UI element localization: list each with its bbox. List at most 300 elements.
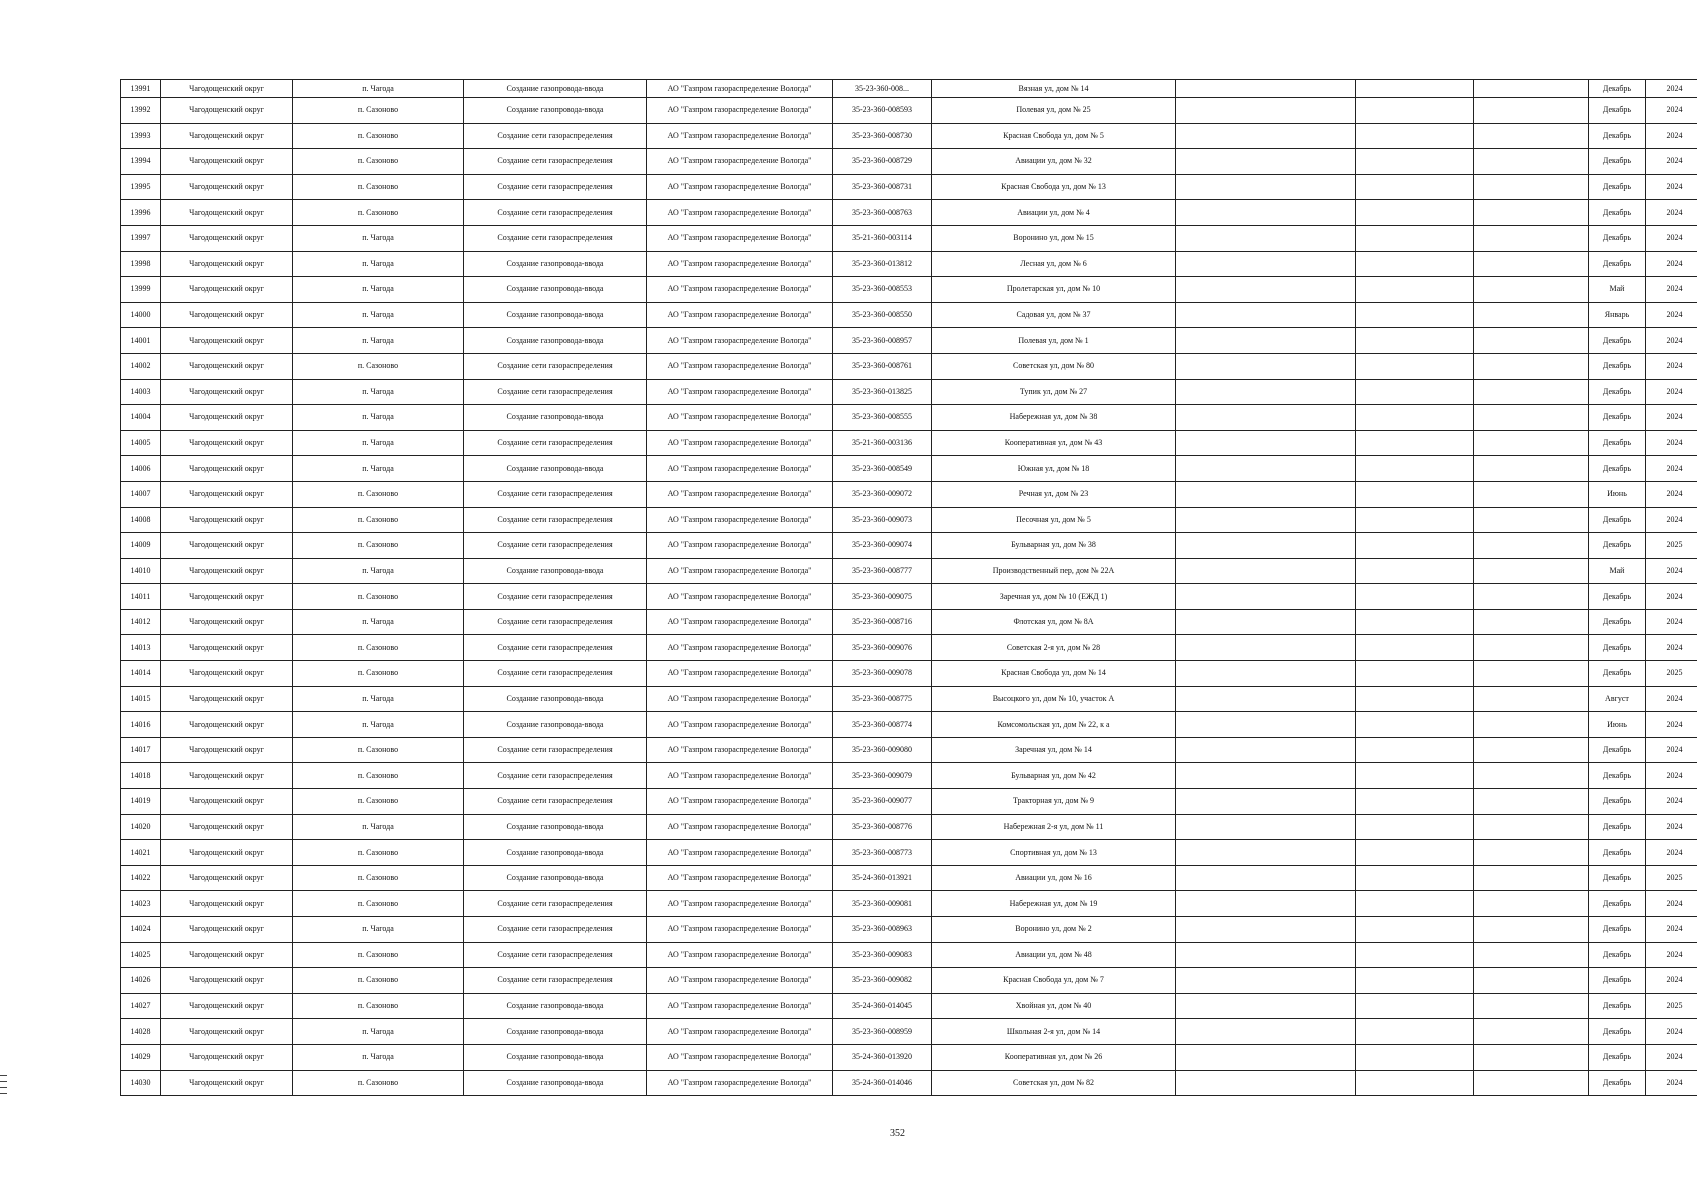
- empty-cell: [1474, 481, 1589, 507]
- month-cell: Июнь: [1589, 712, 1646, 738]
- cadastral-number-cell: 35-24-360-014046: [833, 1070, 932, 1096]
- settlement-cell: п. Чагода: [293, 712, 464, 738]
- table-row: [121, 1019, 1697, 1045]
- empty-cell: [1356, 507, 1474, 533]
- district-cell: Чагодощенский округ: [161, 1044, 293, 1070]
- empty-cell: [1356, 98, 1474, 124]
- empty-cell: [1176, 405, 1356, 431]
- register-table-body: [121, 80, 1697, 1096]
- row-number: 14022: [121, 865, 161, 891]
- table-row: [121, 328, 1697, 354]
- year-cell: 2024: [1646, 840, 1697, 866]
- cadastral-number-cell: 35-23-360-008763: [833, 200, 932, 226]
- settlement-cell: п. Чагода: [293, 609, 464, 635]
- year-cell: 2024: [1646, 200, 1697, 226]
- month-cell: Декабрь: [1589, 661, 1646, 687]
- month-cell: Декабрь: [1589, 456, 1646, 482]
- month-cell: Декабрь: [1589, 1019, 1646, 1045]
- organization-cell: АО "Газпром газораспределение Вологда": [647, 225, 833, 251]
- month-cell: Декабрь: [1589, 584, 1646, 610]
- work-type-cell: Создание газопровода-ввода: [464, 405, 647, 431]
- settlement-cell: п. Сазоново: [293, 737, 464, 763]
- table-row: [121, 737, 1697, 763]
- empty-cell: [1474, 661, 1589, 687]
- work-type-cell: Создание газопровода-ввода: [464, 993, 647, 1019]
- empty-cell: [1176, 968, 1356, 994]
- district-cell: Чагодощенский округ: [161, 865, 293, 891]
- table-row: [121, 609, 1697, 635]
- address-cell: Красная Свобода ул, дом № 7: [932, 968, 1176, 994]
- cadastral-number-cell: 35-23-360-009078: [833, 661, 932, 687]
- organization-cell: АО "Газпром газораспределение Вологда": [647, 942, 833, 968]
- empty-cell: [1176, 174, 1356, 200]
- empty-cell: [1176, 277, 1356, 303]
- year-cell: 2025: [1646, 661, 1697, 687]
- year-cell: 2024: [1646, 251, 1697, 277]
- settlement-cell: п. Чагода: [293, 379, 464, 405]
- work-type-cell: Создание сети газораспределения: [464, 661, 647, 687]
- table-row: [121, 353, 1697, 379]
- year-cell: 2024: [1646, 302, 1697, 328]
- cadastral-number-cell: 35-24-360-013921: [833, 865, 932, 891]
- empty-cell: [1474, 942, 1589, 968]
- district-cell: Чагодощенский округ: [161, 763, 293, 789]
- organization-cell: АО "Газпром газораспределение Вологда": [647, 917, 833, 943]
- empty-cell: [1474, 968, 1589, 994]
- empty-cell: [1474, 814, 1589, 840]
- organization-cell: АО "Газпром газораспределение Вологда": [647, 737, 833, 763]
- organization-cell: АО "Газпром газораспределение Вологда": [647, 149, 833, 175]
- table-row: [121, 174, 1697, 200]
- empty-cell: [1176, 379, 1356, 405]
- row-number: 14021: [121, 840, 161, 866]
- address-cell: Высоцкого ул, дом № 10, участок А: [932, 686, 1176, 712]
- empty-cell: [1474, 1070, 1589, 1096]
- work-type-cell: Создание сети газораспределения: [464, 174, 647, 200]
- organization-cell: АО "Газпром газораспределение Вологда": [647, 80, 833, 98]
- year-cell: 2024: [1646, 379, 1697, 405]
- cadastral-number-cell: 35-23-360-008773: [833, 840, 932, 866]
- table-row: [121, 584, 1697, 610]
- empty-cell: [1176, 507, 1356, 533]
- year-cell: 2024: [1646, 456, 1697, 482]
- work-type-cell: Создание газопровода-ввода: [464, 712, 647, 738]
- row-number: 14012: [121, 609, 161, 635]
- empty-cell: [1356, 840, 1474, 866]
- cadastral-number-cell: 35-21-360-003114: [833, 225, 932, 251]
- month-cell: Январь: [1589, 302, 1646, 328]
- month-cell: Июнь: [1589, 481, 1646, 507]
- work-type-cell: Создание газопровода-ввода: [464, 840, 647, 866]
- year-cell: 2024: [1646, 558, 1697, 584]
- empty-cell: [1356, 763, 1474, 789]
- work-type-cell: Создание газопровода-ввода: [464, 558, 647, 584]
- table-row: [121, 942, 1697, 968]
- cadastral-number-cell: 35-23-360-008716: [833, 609, 932, 635]
- empty-cell: [1176, 1044, 1356, 1070]
- cadastral-number-cell: 35-23-360-008963: [833, 917, 932, 943]
- empty-cell: [1474, 430, 1589, 456]
- binding-mark: [0, 1093, 7, 1094]
- empty-cell: [1356, 251, 1474, 277]
- month-cell: Декабрь: [1589, 789, 1646, 815]
- empty-cell: [1356, 302, 1474, 328]
- empty-cell: [1474, 533, 1589, 559]
- organization-cell: АО "Газпром газораспределение Вологда": [647, 174, 833, 200]
- row-number: 14020: [121, 814, 161, 840]
- district-cell: Чагодощенский округ: [161, 507, 293, 533]
- empty-cell: [1474, 456, 1589, 482]
- settlement-cell: п. Сазоново: [293, 865, 464, 891]
- row-number: 14013: [121, 635, 161, 661]
- empty-cell: [1474, 353, 1589, 379]
- work-type-cell: Создание сети газораспределения: [464, 430, 647, 456]
- cadastral-number-cell: 35-23-360-008549: [833, 456, 932, 482]
- year-cell: 2024: [1646, 80, 1697, 98]
- work-type-cell: Создание сети газораспределения: [464, 917, 647, 943]
- district-cell: Чагодощенский округ: [161, 917, 293, 943]
- settlement-cell: п. Чагода: [293, 558, 464, 584]
- table-row: [121, 712, 1697, 738]
- empty-cell: [1176, 661, 1356, 687]
- empty-cell: [1356, 1070, 1474, 1096]
- row-number: 14016: [121, 712, 161, 738]
- address-cell: Воронино ул, дом № 2: [932, 917, 1176, 943]
- empty-cell: [1474, 98, 1589, 124]
- settlement-cell: п. Сазоново: [293, 661, 464, 687]
- empty-cell: [1356, 968, 1474, 994]
- cadastral-number-cell: 35-23-360-009074: [833, 533, 932, 559]
- organization-cell: АО "Газпром газораспределение Вологда": [647, 302, 833, 328]
- settlement-cell: п. Чагода: [293, 430, 464, 456]
- empty-cell: [1176, 353, 1356, 379]
- row-number: 13999: [121, 277, 161, 303]
- empty-cell: [1474, 558, 1589, 584]
- table-row: [121, 302, 1697, 328]
- year-cell: 2024: [1646, 686, 1697, 712]
- district-cell: Чагодощенский округ: [161, 456, 293, 482]
- table-row: [121, 1070, 1697, 1096]
- empty-cell: [1176, 635, 1356, 661]
- address-cell: Полевая ул, дом № 1: [932, 328, 1176, 354]
- table-row: [121, 661, 1697, 687]
- address-cell: Заречная ул, дом № 10 (ЕЖД 1): [932, 584, 1176, 610]
- empty-cell: [1356, 661, 1474, 687]
- empty-cell: [1356, 456, 1474, 482]
- table-row: [121, 149, 1697, 175]
- address-cell: Тупик ул, дом № 27: [932, 379, 1176, 405]
- settlement-cell: п. Чагода: [293, 80, 464, 98]
- empty-cell: [1356, 686, 1474, 712]
- work-type-cell: Создание газопровода-ввода: [464, 865, 647, 891]
- cadastral-number-cell: 35-24-360-014045: [833, 993, 932, 1019]
- empty-cell: [1356, 737, 1474, 763]
- page-number: 352: [890, 1128, 905, 1139]
- organization-cell: АО "Газпром газораспределение Вологда": [647, 507, 833, 533]
- work-type-cell: Создание сети газораспределения: [464, 942, 647, 968]
- empty-cell: [1176, 533, 1356, 559]
- cadastral-number-cell: 35-23-360-009079: [833, 763, 932, 789]
- district-cell: Чагодощенский округ: [161, 1070, 293, 1096]
- empty-cell: [1474, 302, 1589, 328]
- cadastral-number-cell: 35-23-360-009081: [833, 891, 932, 917]
- binding-mark: [0, 1087, 7, 1088]
- organization-cell: АО "Газпром газораспределение Вологда": [647, 789, 833, 815]
- cadastral-number-cell: 35-23-360-009080: [833, 737, 932, 763]
- table-row: [121, 686, 1697, 712]
- cadastral-number-cell: 35-23-360-008730: [833, 123, 932, 149]
- year-cell: 2024: [1646, 174, 1697, 200]
- district-cell: Чагодощенский округ: [161, 149, 293, 175]
- address-cell: Спортивная ул, дом № 13: [932, 840, 1176, 866]
- binding-mark: [0, 1075, 7, 1076]
- month-cell: Декабрь: [1589, 993, 1646, 1019]
- empty-cell: [1474, 379, 1589, 405]
- year-cell: 2024: [1646, 942, 1697, 968]
- year-cell: 2024: [1646, 712, 1697, 738]
- work-type-cell: Создание газопровода-ввода: [464, 1019, 647, 1045]
- empty-cell: [1474, 993, 1589, 1019]
- row-number: 14028: [121, 1019, 161, 1045]
- settlement-cell: п. Сазоново: [293, 840, 464, 866]
- organization-cell: АО "Газпром газораспределение Вологда": [647, 865, 833, 891]
- cadastral-number-cell: 35-23-360-009083: [833, 942, 932, 968]
- month-cell: Май: [1589, 277, 1646, 303]
- empty-cell: [1176, 814, 1356, 840]
- year-cell: 2024: [1646, 98, 1697, 124]
- empty-cell: [1176, 865, 1356, 891]
- row-number: 14006: [121, 456, 161, 482]
- year-cell: 2024: [1646, 405, 1697, 431]
- district-cell: Чагодощенский округ: [161, 789, 293, 815]
- settlement-cell: п. Чагода: [293, 302, 464, 328]
- district-cell: Чагодощенский округ: [161, 430, 293, 456]
- work-type-cell: Создание газопровода-ввода: [464, 814, 647, 840]
- settlement-cell: п. Сазоново: [293, 635, 464, 661]
- empty-cell: [1474, 789, 1589, 815]
- year-cell: 2024: [1646, 277, 1697, 303]
- month-cell: Май: [1589, 558, 1646, 584]
- month-cell: Декабрь: [1589, 225, 1646, 251]
- year-cell: 2024: [1646, 891, 1697, 917]
- month-cell: Декабрь: [1589, 968, 1646, 994]
- work-type-cell: Создание сети газораспределения: [464, 891, 647, 917]
- row-number: 13996: [121, 200, 161, 226]
- address-cell: Набережная ул, дом № 19: [932, 891, 1176, 917]
- work-type-cell: Создание сети газораспределения: [464, 635, 647, 661]
- row-number: 14005: [121, 430, 161, 456]
- district-cell: Чагодощенский округ: [161, 328, 293, 354]
- table-row: [121, 763, 1697, 789]
- empty-cell: [1474, 251, 1589, 277]
- empty-cell: [1176, 302, 1356, 328]
- table-row: [121, 98, 1697, 124]
- row-number: 14008: [121, 507, 161, 533]
- cadastral-number-cell: 35-23-360-008555: [833, 405, 932, 431]
- year-cell: 2024: [1646, 353, 1697, 379]
- address-cell: Воронино ул, дом № 15: [932, 225, 1176, 251]
- organization-cell: АО "Газпром газораспределение Вологда": [647, 840, 833, 866]
- month-cell: Декабрь: [1589, 533, 1646, 559]
- empty-cell: [1356, 865, 1474, 891]
- district-cell: Чагодощенский округ: [161, 302, 293, 328]
- organization-cell: АО "Газпром газораспределение Вологда": [647, 533, 833, 559]
- settlement-cell: п. Чагода: [293, 405, 464, 431]
- table-row: [121, 789, 1697, 815]
- table-row: [121, 635, 1697, 661]
- organization-cell: АО "Газпром газораспределение Вологда": [647, 558, 833, 584]
- empty-cell: [1356, 328, 1474, 354]
- cadastral-number-cell: 35-23-360-008731: [833, 174, 932, 200]
- empty-cell: [1356, 942, 1474, 968]
- district-cell: Чагодощенский округ: [161, 558, 293, 584]
- row-number: 13998: [121, 251, 161, 277]
- organization-cell: АО "Газпром газораспределение Вологда": [647, 635, 833, 661]
- empty-cell: [1176, 200, 1356, 226]
- table-row: [121, 277, 1697, 303]
- empty-cell: [1176, 251, 1356, 277]
- table-row: [121, 840, 1697, 866]
- year-cell: 2024: [1646, 584, 1697, 610]
- organization-cell: АО "Газпром газораспределение Вологда": [647, 993, 833, 1019]
- row-number: 14019: [121, 789, 161, 815]
- row-number: 14030: [121, 1070, 161, 1096]
- cadastral-number-cell: 35-23-360-008550: [833, 302, 932, 328]
- table-row: [121, 123, 1697, 149]
- cadastral-number-cell: 35-24-360-013920: [833, 1044, 932, 1070]
- year-cell: 2024: [1646, 763, 1697, 789]
- address-cell: Авиации ул, дом № 32: [932, 149, 1176, 175]
- table-row: [121, 917, 1697, 943]
- work-type-cell: Создание газопровода-ввода: [464, 80, 647, 98]
- table-row: [121, 891, 1697, 917]
- address-cell: Пролетарская ул, дом № 10: [932, 277, 1176, 303]
- month-cell: Декабрь: [1589, 174, 1646, 200]
- work-type-cell: Создание сети газораспределения: [464, 584, 647, 610]
- cadastral-number-cell: 35-23-360-008776: [833, 814, 932, 840]
- settlement-cell: п. Сазоново: [293, 481, 464, 507]
- empty-cell: [1474, 80, 1589, 98]
- month-cell: Декабрь: [1589, 507, 1646, 533]
- district-cell: Чагодощенский округ: [161, 379, 293, 405]
- work-type-cell: Создание газопровода-ввода: [464, 456, 647, 482]
- empty-cell: [1474, 1044, 1589, 1070]
- district-cell: Чагодощенский округ: [161, 277, 293, 303]
- empty-cell: [1356, 712, 1474, 738]
- empty-cell: [1474, 225, 1589, 251]
- table-row: [121, 405, 1697, 431]
- work-type-cell: Создание сети газораспределения: [464, 225, 647, 251]
- empty-cell: [1356, 993, 1474, 1019]
- settlement-cell: п. Чагода: [293, 456, 464, 482]
- work-type-cell: Создание сети газораспределения: [464, 533, 647, 559]
- address-cell: Производственный пер, дом № 22А: [932, 558, 1176, 584]
- address-cell: Набережная 2-я ул, дом № 11: [932, 814, 1176, 840]
- cadastral-number-cell: 35-23-360-008775: [833, 686, 932, 712]
- district-cell: Чагодощенский округ: [161, 174, 293, 200]
- empty-cell: [1356, 789, 1474, 815]
- empty-cell: [1176, 225, 1356, 251]
- month-cell: Декабрь: [1589, 942, 1646, 968]
- district-cell: Чагодощенский округ: [161, 405, 293, 431]
- empty-cell: [1474, 763, 1589, 789]
- address-cell: Бульварная ул, дом № 42: [932, 763, 1176, 789]
- table-row: [121, 251, 1697, 277]
- organization-cell: АО "Газпром газораспределение Вологда": [647, 405, 833, 431]
- cadastral-number-cell: 35-23-360-008761: [833, 353, 932, 379]
- district-cell: Чагодощенский округ: [161, 481, 293, 507]
- address-cell: Кооперативная ул, дом № 26: [932, 1044, 1176, 1070]
- month-cell: Декабрь: [1589, 149, 1646, 175]
- empty-cell: [1176, 149, 1356, 175]
- month-cell: Декабрь: [1589, 737, 1646, 763]
- address-cell: Лесная ул, дом № 6: [932, 251, 1176, 277]
- row-number: 13995: [121, 174, 161, 200]
- empty-cell: [1474, 865, 1589, 891]
- year-cell: 2024: [1646, 123, 1697, 149]
- work-type-cell: Создание сети газораспределения: [464, 200, 647, 226]
- district-cell: Чагодощенский округ: [161, 840, 293, 866]
- empty-cell: [1474, 174, 1589, 200]
- empty-cell: [1474, 405, 1589, 431]
- settlement-cell: п. Сазоново: [293, 891, 464, 917]
- row-number: 14023: [121, 891, 161, 917]
- organization-cell: АО "Газпром газораспределение Вологда": [647, 98, 833, 124]
- month-cell: Декабрь: [1589, 609, 1646, 635]
- year-cell: 2024: [1646, 430, 1697, 456]
- work-type-cell: Создание газопровода-ввода: [464, 1044, 647, 1070]
- month-cell: Декабрь: [1589, 814, 1646, 840]
- settlement-cell: п. Чагода: [293, 917, 464, 943]
- district-cell: Чагодощенский округ: [161, 80, 293, 98]
- district-cell: Чагодощенский округ: [161, 200, 293, 226]
- district-cell: Чагодощенский округ: [161, 123, 293, 149]
- cadastral-number-cell: 35-23-360-009077: [833, 789, 932, 815]
- month-cell: Декабрь: [1589, 123, 1646, 149]
- work-type-cell: Создание сети газораспределения: [464, 379, 647, 405]
- empty-cell: [1356, 277, 1474, 303]
- address-cell: Советская 2-я ул, дом № 28: [932, 635, 1176, 661]
- row-number: 14018: [121, 763, 161, 789]
- settlement-cell: п. Сазоново: [293, 968, 464, 994]
- work-type-cell: Создание сети газораспределения: [464, 149, 647, 175]
- year-cell: 2025: [1646, 993, 1697, 1019]
- settlement-cell: п. Сазоново: [293, 174, 464, 200]
- address-cell: Речная ул, дом № 23: [932, 481, 1176, 507]
- cadastral-number-cell: 35-23-360-008593: [833, 98, 932, 124]
- work-type-cell: Создание газопровода-ввода: [464, 686, 647, 712]
- settlement-cell: п. Сазоново: [293, 789, 464, 815]
- year-cell: 2024: [1646, 968, 1697, 994]
- empty-cell: [1474, 686, 1589, 712]
- table-row: [121, 558, 1697, 584]
- organization-cell: АО "Газпром газораспределение Вологда": [647, 456, 833, 482]
- organization-cell: АО "Газпром газораспределение Вологда": [647, 200, 833, 226]
- address-cell: Заречная ул, дом № 14: [932, 737, 1176, 763]
- table-row: [121, 200, 1697, 226]
- work-type-cell: Создание газопровода-ввода: [464, 1070, 647, 1096]
- empty-cell: [1356, 430, 1474, 456]
- empty-cell: [1474, 635, 1589, 661]
- address-cell: Тракторная ул, дом № 9: [932, 789, 1176, 815]
- empty-cell: [1356, 558, 1474, 584]
- empty-cell: [1356, 174, 1474, 200]
- empty-cell: [1356, 1044, 1474, 1070]
- settlement-cell: п. Сазоново: [293, 533, 464, 559]
- table-row: [121, 993, 1697, 1019]
- month-cell: Декабрь: [1589, 917, 1646, 943]
- empty-cell: [1176, 1070, 1356, 1096]
